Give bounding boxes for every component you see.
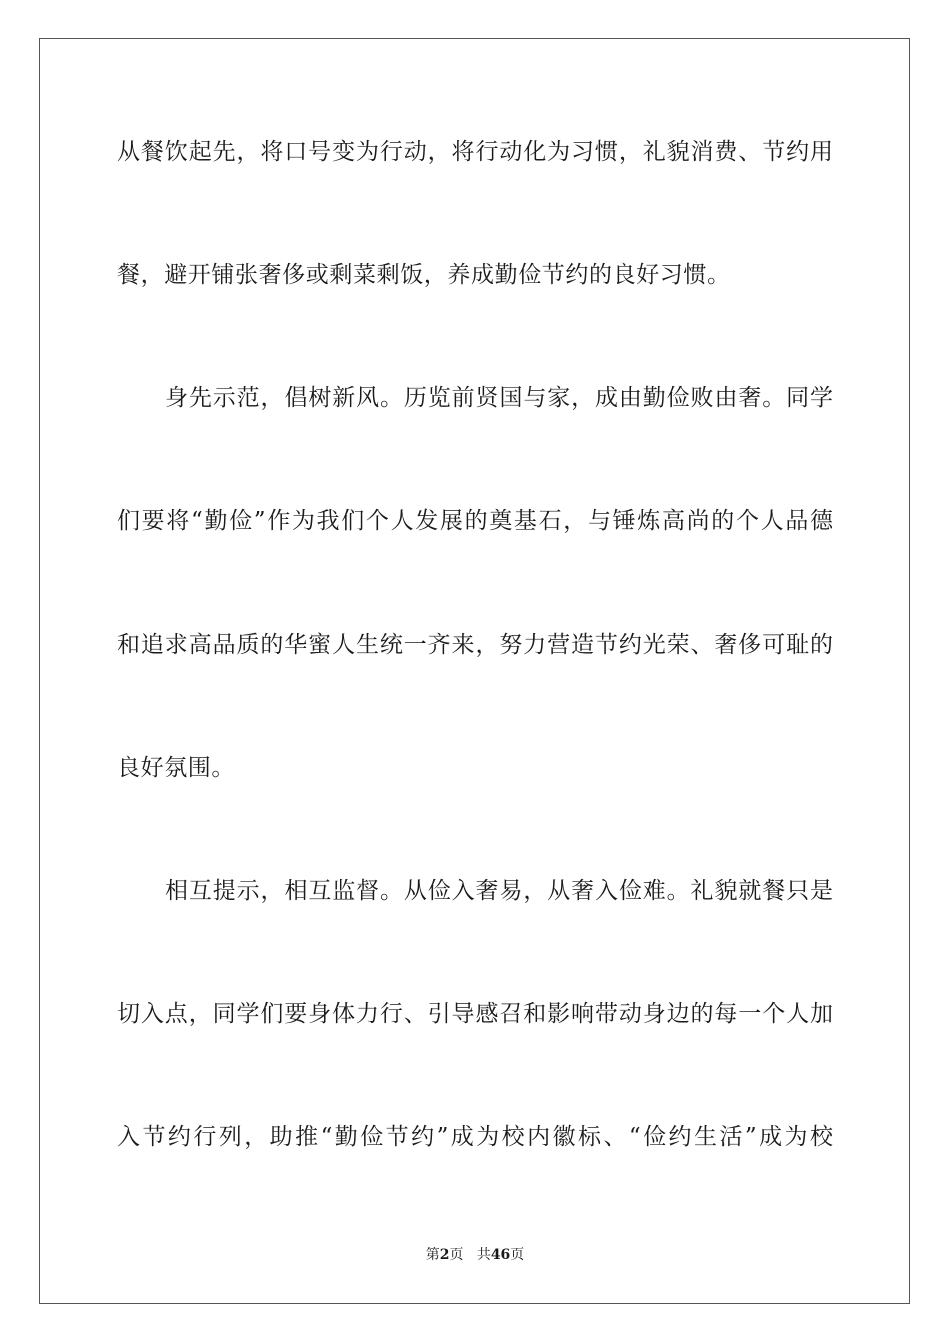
paragraph-line: 们要将“勤俭”作为我们个人发展的奠基石，与锤炼高尚的个人品德: [117, 508, 833, 534]
total-pages: 46: [490, 1247, 511, 1263]
paragraph-line: 从餐饮起先，将口号变为行动，将行动化为习惯，礼貌消费、节约用: [117, 139, 833, 165]
paragraph-line: 切入点，同学们要身体力行、引导感召和影响带动身边的每一个人加: [117, 1001, 833, 1027]
total-prefix: 共: [476, 1247, 491, 1263]
paragraph-line: 良好氛围。: [117, 755, 235, 781]
page-number: 2: [439, 1247, 450, 1263]
paragraph-line: 和追求高品质的华蜜人生统一齐来，努力营造节约光荣、奢侈可耻的: [117, 632, 833, 658]
paragraph-line: 相互提示，相互监督。从俭入奢易，从奢入俭难。礼貌就餐只是: [165, 878, 833, 904]
paragraph-line: 身先示范，倡树新风。历览前贤国与家，成由勤俭败由奢。同学: [165, 385, 833, 411]
page-suffix: 页: [449, 1247, 464, 1263]
page-footer: [0, 1246, 950, 1264]
total-suffix: 页: [510, 1247, 525, 1263]
paragraph-line: 餐，避开铺张奢侈或剩菜剩饭，养成勤俭节约的良好习惯。: [117, 262, 731, 288]
page-border: [39, 38, 910, 1304]
paragraph-line: 入节约行列，助推“勤俭节约”成为校内徽标、“俭约生活”成为校: [117, 1124, 833, 1150]
page-prefix: 第: [425, 1247, 440, 1263]
